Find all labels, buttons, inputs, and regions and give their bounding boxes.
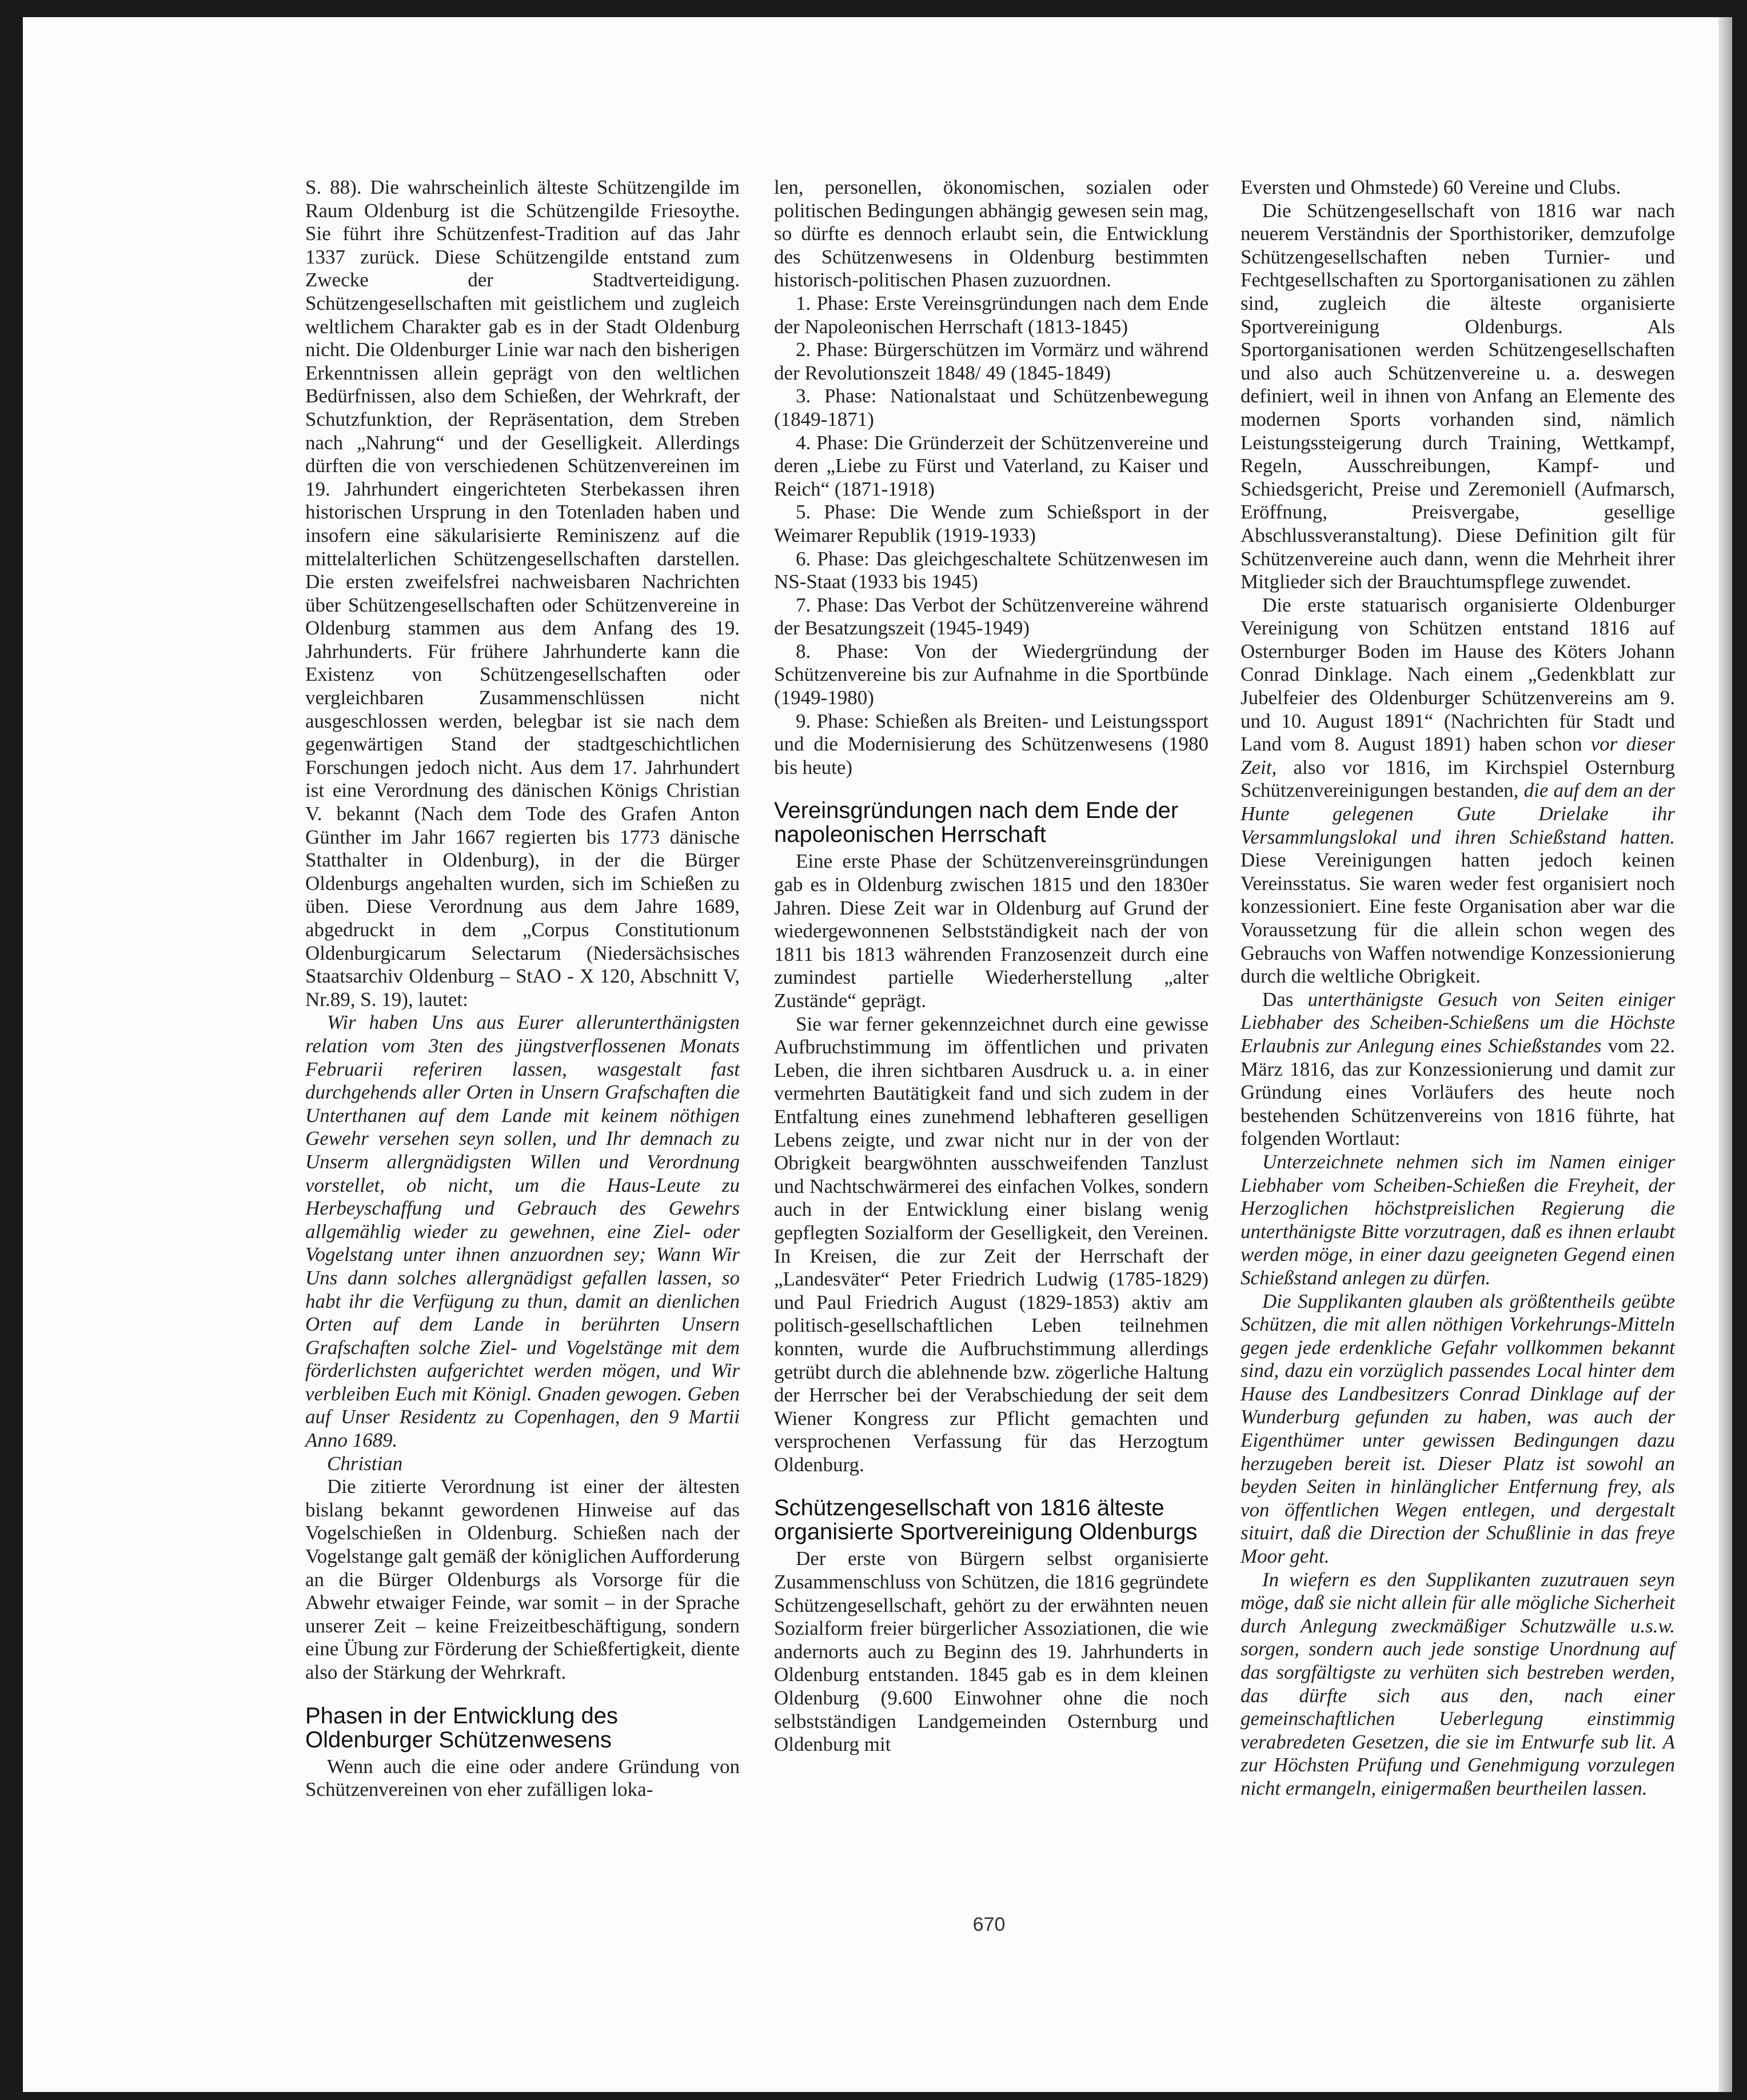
page-number: 670 (972, 1914, 1006, 1935)
phase-item: 5. Phase: Die Wende zum Schießsport in der Weimarer Republik (1919-1933) (774, 501, 1208, 546)
paragraph: Eine erste Phase der Schützenvereinsgründungen gab es in Oldenburg zwischen 1815 und den 1830er Jahren. Diese Zeit war in Oldenburg auf Grund der wiedergewonnenen Selbstständigkeit nach der von 1811 bis 1813 währenden Franzosenzeit durch eine zumindest partielle Wiederherstellung „alter Zustände“ geprägt. (774, 850, 1208, 1012)
phase-item: 2. Phase: Bürgerschützen im Vormärz und während der Revolutionszeit 1848/ 49 (1845-1849) (774, 338, 1208, 384)
italic-run: vor dieser Zeit (1241, 733, 1675, 778)
phase-item: 3. Phase: Nationalstaat und Schützenbewegung (1849-1871) (774, 385, 1208, 430)
paragraph: Eversten und Ohmstede) 60 Vereine und Clubs. (1241, 176, 1621, 198)
paragraph (1241, 594, 1675, 988)
text-run: Die erste statuarisch organisierte Oldenburger Vereinigung von Schützen entstand 1816 auf Osternburger Boden im Hause des Köters Johann Conrad Dinklage. Nach einem „Gedenkblatt zur Jubelfeier des Oldenburger Schützenvereins am 9. und 10. August 1891“ (Nachrichten für Stadt und Land vom 8. August 1891) haben schon (1241, 593, 1675, 756)
phase-item: 6. Phase: Das gleichgeschaltete Schützenwesen im NS-Staat (1933 bis 1945) (774, 547, 1208, 593)
phase-item: 1. Phase: Erste Vereinsgründungen nach dem Ende der Napoleonischen Herrschaft (1813-1845) (774, 292, 1208, 338)
quotation-signature: Christian (327, 1452, 403, 1475)
paragraph: Die zitierte Verordnung ist einer der ältesten bislang bekannt gewordenen Hinweise auf das Vogelschießen in Oldenburg. Schießen nach der Vogelstange galt gemäß der königlichen Aufforderung an die Bürger Oldenburgs als Vorsorge für die Abwehr etwaiger Feinde, war somit – in der Sprache unserer Zeit – keine Freizeitbeschäftigung, sondern eine Übung zur Förderung der Schießfertigkeit, diente also der Stärkung der Wehrkraft. (305, 1475, 740, 1683)
text-column-left (305, 176, 740, 1802)
italic-run: die auf dem an der Hunte gelegenen Gute Drielake ihr Versammlungslokal und ihren Schießstand hatten. (1241, 779, 1676, 848)
section-heading: Vereinsgründungen nach dem Ende der napoleonischen Herrschaft (774, 798, 1179, 848)
paragraph (1241, 988, 1675, 1151)
paragraph: Die Schützengesellschaft von 1816 war nach neuerem Verständnis der Sporthistoriker, demzufolge Schützengesellschaften neben Turnier- und Fechtgesellschaften zu Sportorganisationen zu zählen sind, zugleich die älteste organisierte Sportvereinigung Oldenburgs. Als Sportorganisationen werden Schützengesellschaften und also auch Schützenvereine u. a. deswegen definiert, weil in ihnen von Anfang an Elemente des modernen Sports vorhanden sind, nämlich Leistungssteigerung durch Training, Wettkampf, Regeln, Ausschreibungen, Kampf- und Schiedsgericht, Preise und Zeremoniell (Aufmarsch, Eröffnung, Preisvergabe, gesellige Abschlussveranstaltung). Diese Definition gilt für Schützenvereine auch dann, wenn die Mehrheit ihrer Mitglieder sich der Brauchtumspflege zuwendet. (1241, 199, 1675, 593)
section-heading: Phasen in der Entwicklung des Oldenburger Schützenwesens (305, 1703, 618, 1752)
phase-item: 4. Phase: Die Gründerzeit der Schützenvereine und deren „Liebe zu Fürst und Vaterland, zu Kaiser und Reich“ (1871-1918) (774, 431, 1208, 500)
phase-item: 9. Phase: Schießen als Breiten- und Leistungssport und die Modernisierung des Schützenwesens (1980 bis heute) (774, 709, 1208, 778)
quotation-decree: Wir haben Uns aus Eurer allerunterthänigsten relation vom 3ten des jüngstverflossenen Monats Februarii referiren lassen, wasgestalt fast durchgehends aller Orten in Unsern Grafschaften die Unterthanen auf dem Lande mit keinem nöthigen Gewehr versehen seyn sollen, und Ihr demnach zu Unserm allergnädigsten Willen und Verordnung vorstellet, ob nicht, um die Haus-Leute zu Herbeyschaffung und Gebrauch des Gewehrs allgemählig wieder zu gewehnen, eine Ziel- oder Vogelstang unter ihnen anzuordnen sey; Wann Wir Uns dann solches allergnädigst gefallen lassen, so habt ihr die Verfügung zu thun, damit an dienlichen Orten auf dem Lande in berührten Unsern Grafschaften solche Ziel- und Vogelstänge mit dem förderlichsten aufgerichtet werden mögen, und Wir verbleiben Euch mit Königl. Gnaden gewogen. Geben auf Unser Residentz zu Copenhagen, den 9 Martii Anno 1689. (305, 1011, 740, 1452)
paragraph: len, personellen, ökonomischen, sozialen oder politischen Bedingungen abhängig gewesen sein mag, so dürfte es dennoch erlaubt sein, die Entwicklung des Schützenwesens in Oldenburg bestimmten historisch-politischen Phasen zuzuordnen. (774, 176, 1208, 292)
quotation-petition: Die Supplikanten glauben als größtentheils geübte Schützen, die mit allen nöthigen Vorkehrungs-Mitteln gegen jede erdenkliche Gefahr vollkommen bekannt sind, dazu ein vorzüglich passendes Local hinter dem Hause des Landbesitzers Conrad Dinklage auf der Wunderburg gefunden zu haben, was auch der Eigenthümer unter gewissen Bedingungen dazu herzugeben bereit ist. Dieser Platz ist sowohl an beyden Seiten in hinlänglicher Entfernung frey, als von öffentlichen Wegen entlegen, und dergestalt situirt, daß die Direction der Schußlinie in das freye Moor geht. (1241, 1289, 1675, 1568)
text-column-right (1241, 176, 1675, 1800)
page-gutter-edge (1718, 17, 1732, 2092)
text-run: Das (1262, 988, 1308, 1011)
paragraph: Wenn auch die eine oder andere Gründung von Schützenvereinen von eher zufälligen loka- (305, 1755, 740, 1801)
text-run: Diese Vereinigungen hatten jedoch keinen Vereinsstatus. Sie waren weder fest organisiert noch konzessioniert. Eine feste Organisation aber war die Voraussetzung für die allein schon wegen des Gebrauchs von Waffen notwendige Konzessionierung durch die weltliche Obrigkeit. (1241, 849, 1675, 988)
text-column-middle (774, 176, 1208, 1756)
text-run: , also vor 1816, im Kirchspiel Osternburg Schützenvereinigungen bestanden, (1241, 756, 1675, 802)
phase-item: 7. Phase: Das Verbot der Schützenvereine während der Besatzungszeit (1945-1949) (774, 593, 1208, 640)
phase-item: 8. Phase: Von der Wiedergründung der Schützenvereine bis zur Aufnahme in die Sportbünde (1949-1980) (774, 640, 1208, 709)
paragraph: Sie war ferner gekennzeichnet durch eine gewisse Aufbruchstimmung im öffentlichen und privaten Leben, die ihren sichtbaren Ausdruck u. a. in einer vermehrten Bautätigkeit fand und sich zudem in der Entfaltung eines zunehmend lebhafteren geselligen Lebens zeigte, und zwar nicht nur in der von der Obrigkeit beargwöhnten ausschweifenden Tanzlust und Nachtschwärmerei des einfachen Volkes, sondern auch in der Entwicklung einer bislang wenig gepflegten Sozialform der Geselligkeit, den Vereinen. In Kreisen, die zur Zeit der Herrschaft der „Landesväter“ Peter Friedrich Ludwig (1785-1829) und Paul Friedrich August (1829-1853) aktiv am politisch-gesellschaftlichen Leben teilnehmen konnten, wurde die Aufbruchstimmung allerdings getrübt durch die ablehnende bzw. zögerliche Haltung der Herrscher bei der Verabschiedung der seit dem Wiener Kongress zur Pflicht gemachten und versprochenen Verfassung für das Herzogtum Oldenburg. (774, 1012, 1208, 1476)
quotation-petition: Unterzeichnete nehmen sich im Namen einiger Liebhaber vom Scheiben-Schießen die Freyheit, der Herzoglichen höchstpreislichen Regierung die unterthänigste Bitte vorzutragen, daß es ihnen erlaubt werden möge, in einer dazu geeigneten Gegend einen Schießstand anlegen zu dürfen. (1241, 1150, 1675, 1289)
italic-run: unterthänigste Gesuch von Seiten einiger Liebhaber des Scheiben-Schießens um die Höchste Erlaubnis zur Anlegung eines Schießstandes (1241, 988, 1675, 1057)
paragraph: Der erste von Bürgern selbst organisierte Zusammenschluss von Schützen, die 1816 gegründete Schützengesellschaft, gehört zu der erwähnten neuen Sozialform freier bürgerlicher Assoziationen, die wie andernorts auch zu Beginn des 19. Jahrhunderts in Oldenburg entstanden. 1845 gab es in dem kleinen Oldenburg (9.600 Einwohner ohne die noch selbstständigen Landgemeinden Osternburg und Oldenburg mit (774, 1547, 1208, 1756)
text-run: vom 22. März 1816, das zur Konzessionierung und damit zur Gründung eines Vorläufers des heute noch bestehenden Schützenvereins von 1816 führte, hat folgenden Wortlaut: (1241, 1034, 1675, 1150)
paragraph: S. 88). Die wahrscheinlich älteste Schützengilde im Raum Oldenburg ist die Schützengilde Friesoythe. Sie führt ihre Schützenfest-Tradition auf das Jahr 1337 zurück. Diese Schützengilde entstand zum Zwecke der Stadtverteidigung. Schützengesellschaften mit geistlichem und zugleich weltlichem Charakter gab es in der Stadt Oldenburg nicht. Die Oldenburger Linie war nach den bisherigen Erkenntnissen allein geprägt von den weltlichen Bedürfnissen, also dem Schießen, der Wehrkraft, der Schutzfunktion, der Repräsentation, dem Streben nach „Nahrung“ und der Geselligkeit. Allerdings dürften die von verschiedenen Schützenvereinen im 19. Jahrhundert eingerichteten Sterbekassen ihren historischen Ursprung in den Totenladen haben und insofern eine säkularisierte Reminiszenz auf die mittelalterlichen Schützengesellschaften darstellen. Die ersten zweifelsfrei nachweisbaren Nachrichten über Schützengesellschaften oder Schützenvereine in Oldenburg stammen aus dem Anfang des 19. Jahrhunderts. Für frühere Jahrhunderte kann die Existenz von Schützengesellschaften oder vergleichbaren Zusammenschlüssen nicht ausgeschlossen werden, belegbar ist sie nach dem gegenwärtigen Stand der stadtgeschichtlichen Forschungen jedoch nicht. Aus dem 17. Jahrhundert ist eine Verordnung des dänischen Königs Christian V. bekannt (Nach dem Tode des Grafen Anton Günther im Jahr 1667 regierten bis 1773 dänische Statthalter in Oldenburg), in der die Bürger Oldenburgs angehalten wurden, sich im Schießen zu üben. Diese Verordnung aus dem Jahre 1689, abgedruckt in dem „Corpus Constitutionum Oldenburgicarum Selectarum (Niedersächsisches Staatsarchiv Oldenburg – StAO - X 120, Abschnitt V, Nr.89, S. 19), lautet: (305, 176, 740, 1011)
section-heading: Schützengesellschaft von 1816 älteste organisierte Sportvereinigung Oldenburgs (774, 1495, 1198, 1545)
quotation-petition: In wiefern es den Supplikanten zuzutrauen seyn möge, daß sie nicht allein für alle mögliche Sicherheit durch Anlegung zweckmäßiger Schutzwälle u.s.w. sorgen, sondern auch jede sonstige Unordnung auf das sorgfältigste zu verhüten sich bestreben werden, das dürfte sich aus den, nach einer gemeinschaftlichen Ueberlegung einstimmig verabredeten Gesetzen, die sie im Entwurfe sub lit. A zur Höchsten Prüfung und Genehmigung vorzulegen nicht ermangeln, einigermaßen beurtheilen lassen. (1241, 1568, 1675, 1799)
